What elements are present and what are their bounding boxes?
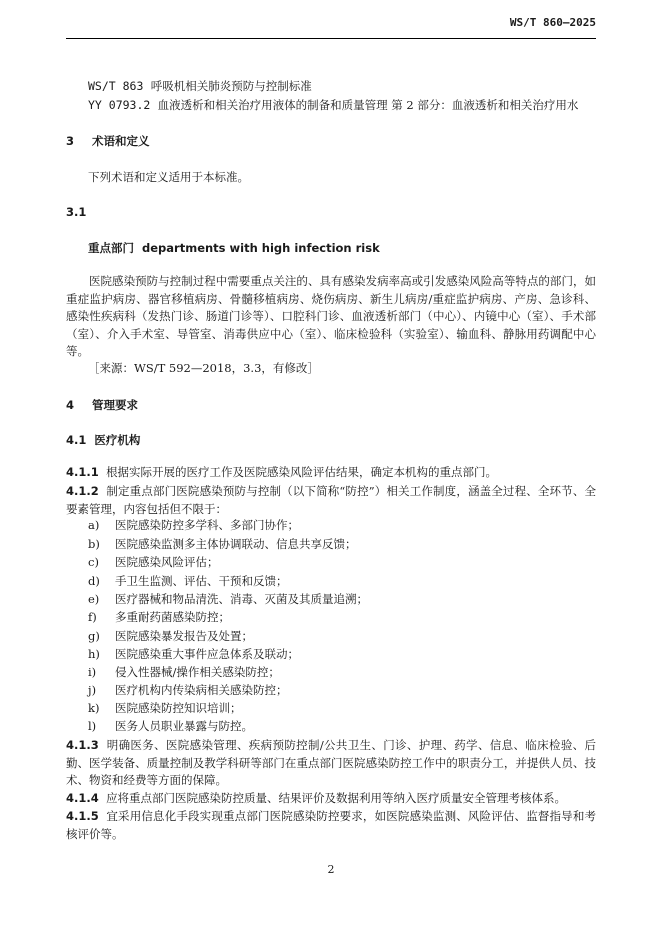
section-number: 4 <box>66 398 75 412</box>
header-rule <box>66 38 596 39</box>
section-title: 医疗机构 <box>94 433 141 447</box>
term-definition: 医院感染预防与控制过程中需要重点关注的、具有感染发病率高或引发感染风险高等特点的部门，如重症监护病房、器官移植病房、骨髓移植病房、烧伤病房、新生儿病房/重症监护病房、产房、急诊科、感染性疾病科（发热门诊、肠道门诊等）、口腔科门诊、血液透析部门（中心）、内镜中心（室）、手术部（室）、介入手术室、导管室、消毒供应中心（室）、临床检验科（实验室）、输血科、静脉用药调配中心等。 <box>66 274 596 358</box>
list-item: b) 医院感染监测多主体协调联动、信息共享反馈； <box>88 537 357 551</box>
ref-title: 血液透析和相关治疗用液体的制备和质量管理 第 2 部分：血液透析和相关治疗用水 <box>157 98 579 112</box>
clause-number: 4.1.2 <box>66 484 99 498</box>
list-item: f) 多重耐药菌感染防控； <box>88 610 230 624</box>
term-entry <box>88 240 380 256</box>
ref-item <box>88 97 578 113</box>
section-title: 术语和定义 <box>92 134 150 148</box>
clause-number: 4.1.3 <box>66 738 99 752</box>
clause-number: 4.1.4 <box>66 791 99 805</box>
sec3-intro: 下列术语和定义适用于本标准。 <box>88 170 249 184</box>
section-3-heading <box>66 133 150 149</box>
clause-text: 根据实际开展的医疗工作及医院感染风险评估结果，确定本机构的重点部门。 <box>106 465 498 479</box>
section-title: 管理要求 <box>92 398 138 412</box>
ref-title: 呼吸机相关肺炎预防与控制标准 <box>150 79 312 93</box>
term-english: departments with high infection risk <box>142 241 380 255</box>
section-4-heading <box>66 397 138 413</box>
term-chinese: 重点部门 <box>88 241 134 255</box>
list-item: j) 医疗机构内传染病相关感染防控； <box>88 683 288 697</box>
clause-text: 宜采用信息化手段实现重点部门医院感染防控要求，如医院感染监测、风险评估、监督指导和考核评价等。 <box>66 809 597 841</box>
clause-4-1-4 <box>66 790 596 808</box>
list-item: c) 医院感染风险评估； <box>88 555 219 569</box>
clause-number: 4.1.1 <box>66 465 99 479</box>
clause-text: 制定重点部门医院感染预防与控制（以下简称“防控”）相关工作制度，涵盖全过程、全环节、全要素管理，内容包括但不限于： <box>66 484 596 516</box>
list-item: i) 侵入性器械/操作相关感染防控； <box>88 665 280 679</box>
clause-4-1-3 <box>66 737 596 790</box>
ref-code: WS/T 863 <box>88 79 144 93</box>
section-4-1-heading <box>66 432 140 448</box>
clause-4-1-1 <box>66 464 596 482</box>
clause-4-1-2 <box>66 483 596 518</box>
page-number: 2 <box>327 863 335 876</box>
list-item: e) 医疗器械和物品清洗、消毒、灭菌及其质量追溯； <box>88 592 368 606</box>
section-number: 3 <box>66 134 75 148</box>
list-item: h) 医院感染重大事件应急体系及联动； <box>88 647 299 661</box>
clause-3-1-number: 3.1 <box>66 205 87 219</box>
clause-number: 4.1.5 <box>66 809 99 823</box>
list-item: a) 医院感染防控多学科、多部门协作； <box>88 518 299 532</box>
term-source: ［来源：WS/T 592—2018，3.3，有修改］ <box>88 361 319 375</box>
list-item: l) 医务人员职业暴露与防控。 <box>88 719 253 733</box>
header-standard-code: WS/T 860—2025 <box>509 16 596 29</box>
list-item: g) 医院感染暴发报告及处置； <box>88 629 253 643</box>
clause-text: 明确医务、医院感染管理、疾病预防控制/公共卫生、门诊、护理、药学、信息、临床检验、后勤、医学装备、质量控制及教学科研等部门在重点部门医院感染防控工作中的职责分工，并提供人员、技术、物资和经费等方面的保障。 <box>66 738 597 787</box>
section-number: 4.1 <box>66 433 87 447</box>
ref-code: YY 0793.2 <box>88 98 151 112</box>
ref-item <box>88 78 312 94</box>
clause-4-1-5 <box>66 808 596 843</box>
list-item: d) 手卫生监测、评估、干预和反馈； <box>88 574 288 588</box>
list-item: k) 医院感染防控知识培训； <box>88 701 242 715</box>
clause-text: 应将重点部门医院感染防控质量、结果评价及数据利用等纳入医疗质量安全管理考核体系。 <box>106 791 567 805</box>
